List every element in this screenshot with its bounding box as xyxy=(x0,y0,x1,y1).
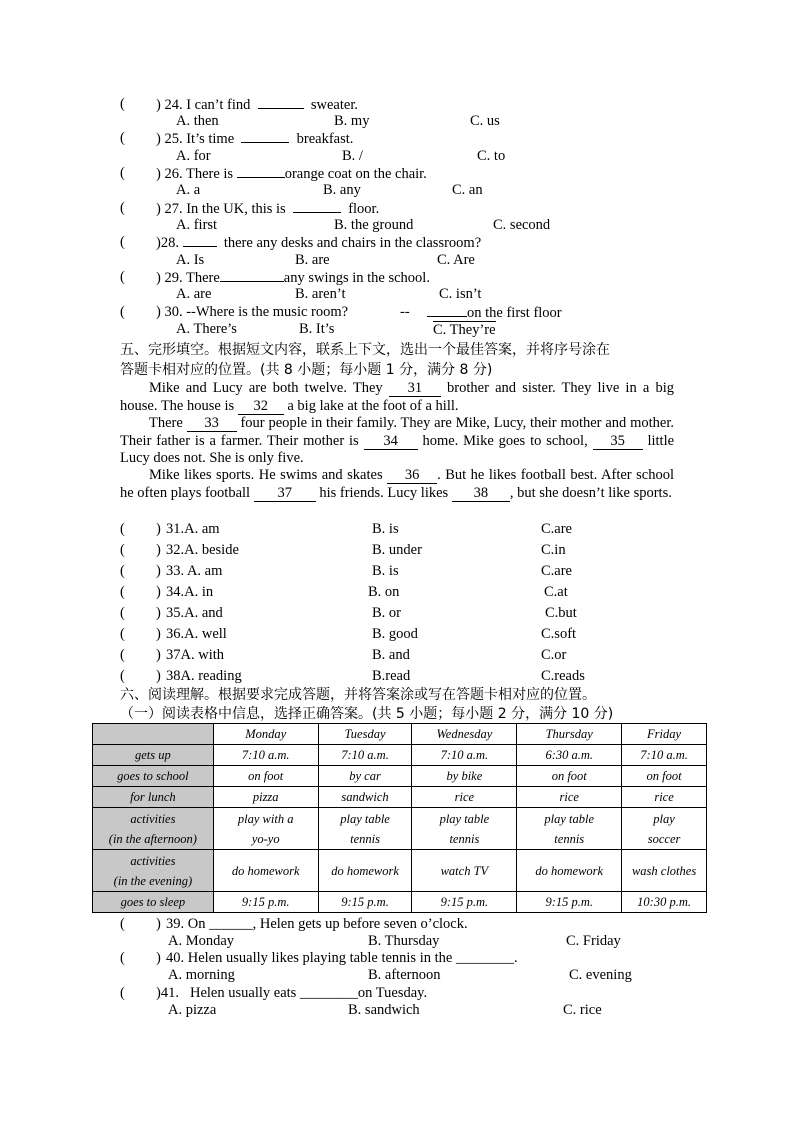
option-c: C. Are xyxy=(437,252,475,268)
table-cell xyxy=(318,745,412,766)
cloze-paragraph-2 xyxy=(120,415,674,468)
paragraph-text: Mike and Lucy are both twelve. They xyxy=(149,380,383,396)
option-a: 35.A. and xyxy=(166,605,223,621)
option-a: A. first xyxy=(176,217,218,233)
option-b: B. or xyxy=(372,605,401,621)
cell-line: play xyxy=(653,811,675,826)
option-c: C.are xyxy=(541,563,572,579)
paren-open: ( xyxy=(120,626,125,642)
table-cell xyxy=(213,766,318,787)
cell-line: wash clothes xyxy=(631,863,697,878)
table-row xyxy=(93,892,707,913)
cell-line: soccer xyxy=(647,831,681,846)
row-label-line: goes to school xyxy=(117,769,189,783)
option-c: C. rice xyxy=(563,1002,602,1018)
option-b: B. good xyxy=(372,626,418,642)
stem-text-after: sweater. xyxy=(310,97,358,113)
option-a: A. a xyxy=(176,182,201,198)
table-cell xyxy=(412,745,517,766)
table-cell xyxy=(213,808,318,850)
cell-line: 9:15 p.m. xyxy=(440,895,489,909)
cell-line: 10:30 p.m. xyxy=(637,895,691,909)
blank-36: 36 xyxy=(387,468,437,484)
table-cell xyxy=(412,766,517,787)
table-row xyxy=(93,745,707,766)
cell-line: do homework xyxy=(331,863,399,878)
table-cell xyxy=(622,787,707,808)
option-b: B. afternoon xyxy=(368,967,441,983)
cell-line: 6:30 a.m. xyxy=(545,748,594,762)
cell-line: do homework xyxy=(231,863,300,878)
option-a: 36.A. well xyxy=(166,626,227,642)
option-b: B.read xyxy=(372,668,411,684)
paren-open: ( xyxy=(120,563,125,579)
table-row-label xyxy=(93,892,214,913)
option-a: A. Is xyxy=(176,252,205,268)
cell-line: play table xyxy=(439,811,490,826)
table-cell xyxy=(318,766,412,787)
question-stem: Helen usually eats ________on Tuesday. xyxy=(190,985,428,1001)
paragraph-text: brother and sister. They live in a big house. The house is xyxy=(120,380,675,414)
stem-text-after: on the first floor xyxy=(467,305,562,321)
table-cell xyxy=(412,850,517,892)
paren-close: ) xyxy=(156,626,161,642)
paren-close: ) xyxy=(156,647,161,663)
paragraph-text: four people in their family. They are Mike, Lucy, their mother and mother. Their father is a farmer. Their mother is xyxy=(120,415,674,449)
table-cell xyxy=(318,808,412,850)
stem-text-after: breakfast. xyxy=(296,131,354,147)
table-cell xyxy=(318,787,412,808)
option-c: C. second xyxy=(493,217,551,233)
paren-close: ) xyxy=(156,270,161,286)
cell-line: play table xyxy=(544,811,595,826)
blank-32: 32 xyxy=(238,399,284,415)
answer-line xyxy=(427,304,562,322)
paren-open: ( xyxy=(120,668,125,684)
table-cell xyxy=(622,766,707,787)
cell-line: by bike xyxy=(446,769,483,783)
option-b: B. sandwich xyxy=(348,1002,420,1018)
paragraph-text: home. Mike goes to school, xyxy=(422,432,588,449)
paren-open: ( xyxy=(120,916,125,932)
paren-open: ( xyxy=(120,521,125,537)
option-a: A. are xyxy=(176,286,212,302)
option-b: B. and xyxy=(372,647,410,663)
dash: -- xyxy=(400,304,410,320)
cell-line: sandwich xyxy=(341,790,389,804)
table-cell xyxy=(318,892,412,913)
option-c: C.reads xyxy=(541,668,585,684)
table-cell xyxy=(412,808,517,850)
paren-close: ) xyxy=(156,542,161,558)
table-cell xyxy=(213,787,318,808)
paren-close: ) xyxy=(156,201,161,217)
cell-line: do homework xyxy=(535,863,604,878)
table-row xyxy=(93,787,707,808)
paren-close: ) xyxy=(156,166,161,182)
row-label-line: gets up xyxy=(135,748,171,762)
section-6-heading: 六、阅读理解。根据要求完成答题，并将答案涂或写在答题卡相对应的位置。 xyxy=(120,687,596,703)
cell-line: rice xyxy=(454,790,475,804)
table-row xyxy=(93,850,707,892)
option-b: B. my xyxy=(334,113,370,129)
row-label-line: goes to sleep xyxy=(120,895,186,909)
table-cell xyxy=(622,808,707,850)
option-c: C. They’re xyxy=(433,322,496,338)
option-b: B. is xyxy=(372,521,399,537)
option-a: 32.A. beside xyxy=(166,542,239,558)
option-a: A. pizza xyxy=(168,1002,217,1018)
paren-open: ( xyxy=(120,542,125,558)
paragraph-text: . But he likes football best. After school he often plays football xyxy=(120,467,674,501)
cell-line: watch TV xyxy=(440,863,489,878)
table-cell xyxy=(412,787,517,808)
table-day-header: Wednesday xyxy=(412,724,517,745)
table-cell xyxy=(622,850,707,892)
paren-open: ( xyxy=(120,165,125,181)
table-row xyxy=(93,766,707,787)
stem-text: 29. There xyxy=(164,270,220,286)
table-cell xyxy=(318,850,412,892)
blank-35: 35 xyxy=(593,434,643,450)
cell-line: 7:10 a.m. xyxy=(640,748,688,762)
table-day-header: Friday xyxy=(622,724,707,745)
option-c: C. an xyxy=(452,182,483,198)
table-cell xyxy=(213,892,318,913)
cell-line: on foot xyxy=(248,769,284,783)
stem-text: 24. I can’t find xyxy=(164,97,251,113)
table-cell xyxy=(412,892,517,913)
answer-blank xyxy=(220,269,284,282)
section-5-heading-line2: 答题卡相对应的位置。(共 8 小题；每小题 1 分，满分 8 分) xyxy=(120,362,493,378)
cell-line: tennis xyxy=(449,831,480,846)
table-cell xyxy=(517,850,622,892)
blank-31: 31 xyxy=(389,381,441,397)
paren-open: ( xyxy=(120,304,125,320)
option-c: C. evening xyxy=(569,967,632,983)
stem-text: 27. In the UK, this is xyxy=(164,201,286,217)
cell-line: 9:15 p.m. xyxy=(545,895,594,909)
section-5-heading-line1: 五、完形填空。根据短文内容，联系上下文，选出一个最佳答案，并将序号涂在 xyxy=(120,342,610,358)
paren-open: ( xyxy=(120,985,125,1001)
question-stem xyxy=(156,234,481,252)
option-b: B. aren’t xyxy=(295,286,346,302)
blank-34: 34 xyxy=(364,434,418,450)
paren-open: ( xyxy=(120,234,125,250)
option-a: 31.A. am xyxy=(166,521,220,537)
table-cell xyxy=(517,892,622,913)
paren-close: ) xyxy=(156,668,161,684)
cloze-paragraph-3 xyxy=(120,467,674,502)
table-cell xyxy=(517,787,622,808)
paragraph-text: little Lucy does not. She is only five. xyxy=(120,432,675,466)
question-stem: 40. Helen usually likes playing table tennis in the ________. xyxy=(166,950,518,966)
cell-line: rice xyxy=(654,790,674,804)
blank-33: 33 xyxy=(187,416,237,432)
stem-text-after: floor. xyxy=(348,201,380,217)
option-a: A. There’s xyxy=(176,321,237,337)
row-label-line: activities xyxy=(130,853,176,868)
cell-line: tennis xyxy=(554,831,585,846)
table-cell xyxy=(517,745,622,766)
table-cell xyxy=(517,808,622,850)
option-b: B. is xyxy=(372,563,399,579)
cell-line: rice xyxy=(559,790,579,804)
option-b: B. the ground xyxy=(334,217,414,233)
table-day-header: Thursday xyxy=(517,724,622,745)
option-c: C.in xyxy=(541,542,566,558)
table-day-header: Tuesday xyxy=(318,724,412,745)
option-b: B. are xyxy=(295,252,330,268)
table-corner-cell xyxy=(93,724,214,745)
option-b: B. It’s xyxy=(299,321,335,337)
section-6-subheading: （一）阅读表格中信息，选择正确答案。(共 5 小题；每小题 2 分，满分 10 分) xyxy=(120,706,614,722)
option-c: C.soft xyxy=(541,626,577,642)
cell-line: on foot xyxy=(646,769,682,783)
paren-close: ) xyxy=(156,950,161,966)
blank-37: 37 xyxy=(254,486,316,502)
option-c: C.at xyxy=(544,584,568,600)
table-header-row xyxy=(93,724,707,745)
paren-open: ( xyxy=(120,96,125,112)
row-label-line: activities xyxy=(130,811,176,826)
paren-close: )28. xyxy=(156,235,179,251)
paren-open: ( xyxy=(120,647,125,663)
paragraph-text: his friends. Lucy likes xyxy=(319,484,449,501)
paren-close: ) xyxy=(156,916,161,932)
paren-close: ) xyxy=(156,131,161,147)
table-row-label xyxy=(93,745,214,766)
paragraph-text: Mike likes sports. He swims and skates xyxy=(149,467,383,483)
answer-blank xyxy=(183,234,217,247)
option-b: B. any xyxy=(323,182,361,198)
paren-open: ( xyxy=(120,950,125,966)
answer-blank xyxy=(237,165,285,178)
cell-line: play with a xyxy=(237,811,294,826)
option-b: B. on xyxy=(368,584,400,600)
cell-line: on foot xyxy=(551,769,587,783)
cell-line: 7:10 a.m. xyxy=(341,748,389,762)
paragraph-text: a big lake at the foot of a hill. xyxy=(287,397,459,414)
question-stem xyxy=(156,200,379,218)
paren-close: ) xyxy=(156,563,161,579)
paren-close: ) xyxy=(156,97,161,113)
table-row xyxy=(93,808,707,850)
answer-blank xyxy=(258,96,304,109)
paren-open: ( xyxy=(120,584,125,600)
option-c: C. us xyxy=(470,113,500,129)
answer-blank xyxy=(427,304,467,317)
stem-text-after: there any desks and chairs in the classroom? xyxy=(223,235,482,251)
table-day-header: Monday xyxy=(213,724,318,745)
cell-line: 7:10 a.m. xyxy=(440,748,489,762)
cell-line: pizza xyxy=(252,790,279,804)
stem-text-after: any swings in the school. xyxy=(283,270,430,286)
table-row-label xyxy=(93,766,214,787)
table-cell xyxy=(517,766,622,787)
option-c: C. isn’t xyxy=(439,286,482,302)
table-row-label xyxy=(93,787,214,808)
table-row-label xyxy=(93,850,214,892)
option-c: C.or xyxy=(541,647,567,663)
option-c: C. Friday xyxy=(566,933,621,949)
table-cell xyxy=(213,850,318,892)
row-label-line: (in the evening) xyxy=(113,873,193,888)
option-a: A. Monday xyxy=(168,933,235,949)
paren-close: ) xyxy=(156,521,161,537)
answer-blank xyxy=(293,200,341,213)
paren-close: ) xyxy=(156,584,161,600)
paragraph-text: There xyxy=(149,415,183,431)
table-cell xyxy=(622,892,707,913)
stem-text: 25. It’s time xyxy=(164,131,235,147)
question-stem xyxy=(156,269,430,287)
cell-line: 9:15 p.m. xyxy=(341,895,389,909)
question-stem xyxy=(156,130,353,148)
paren-open: ( xyxy=(120,130,125,146)
option-a: 38A. reading xyxy=(166,668,242,684)
option-c: C.are xyxy=(541,521,572,537)
paren-open: ( xyxy=(120,605,125,621)
stem-text-after: orange coat on the chair. xyxy=(284,166,427,182)
paren-open: ( xyxy=(120,200,125,216)
question-stem xyxy=(156,165,427,183)
option-c: C.but xyxy=(545,605,577,621)
table-row-label xyxy=(93,808,214,850)
table-cell xyxy=(213,745,318,766)
option-c: C. to xyxy=(477,148,506,164)
paren-close: )41. xyxy=(156,985,179,1001)
option-b: B. under xyxy=(372,542,422,558)
option-a: A. then xyxy=(176,113,219,129)
row-label-line: (in the afternoon) xyxy=(108,831,197,846)
cloze-paragraph-1 xyxy=(120,380,674,415)
option-a: A. for xyxy=(176,148,211,164)
cell-line: yo-yo xyxy=(251,831,280,846)
option-b: B. / xyxy=(342,148,363,164)
stem-text: 30. --Where is the music room? xyxy=(164,304,349,320)
cell-line: by car xyxy=(349,769,381,783)
option-a: 34.A. in xyxy=(166,584,214,600)
blank-38: 38 xyxy=(452,486,510,502)
option-a: 33. A. am xyxy=(166,563,223,579)
option-a: 37A. with xyxy=(166,647,224,663)
question-stem xyxy=(156,304,348,321)
question-stem: 39. On ______, Helen gets up before seven o’clock. xyxy=(166,916,468,932)
cell-line: 7:10 a.m. xyxy=(241,748,290,762)
paren-close: ) xyxy=(156,304,161,320)
cell-line: tennis xyxy=(350,831,380,846)
answer-blank xyxy=(241,130,289,143)
paragraph-text: , but she doesn’t like sports. xyxy=(509,484,672,501)
question-stem xyxy=(156,96,358,114)
option-a: A. morning xyxy=(168,967,235,983)
paren-close: ) xyxy=(156,605,161,621)
paren-open: ( xyxy=(120,269,125,285)
cell-line: 9:15 p.m. xyxy=(241,895,290,909)
stem-text: 26. There is xyxy=(164,166,234,182)
row-label-line: for lunch xyxy=(130,790,176,804)
cell-line: play table xyxy=(340,811,390,826)
option-b: B. Thursday xyxy=(368,933,440,949)
table-cell xyxy=(622,745,707,766)
schedule-table xyxy=(92,723,707,913)
